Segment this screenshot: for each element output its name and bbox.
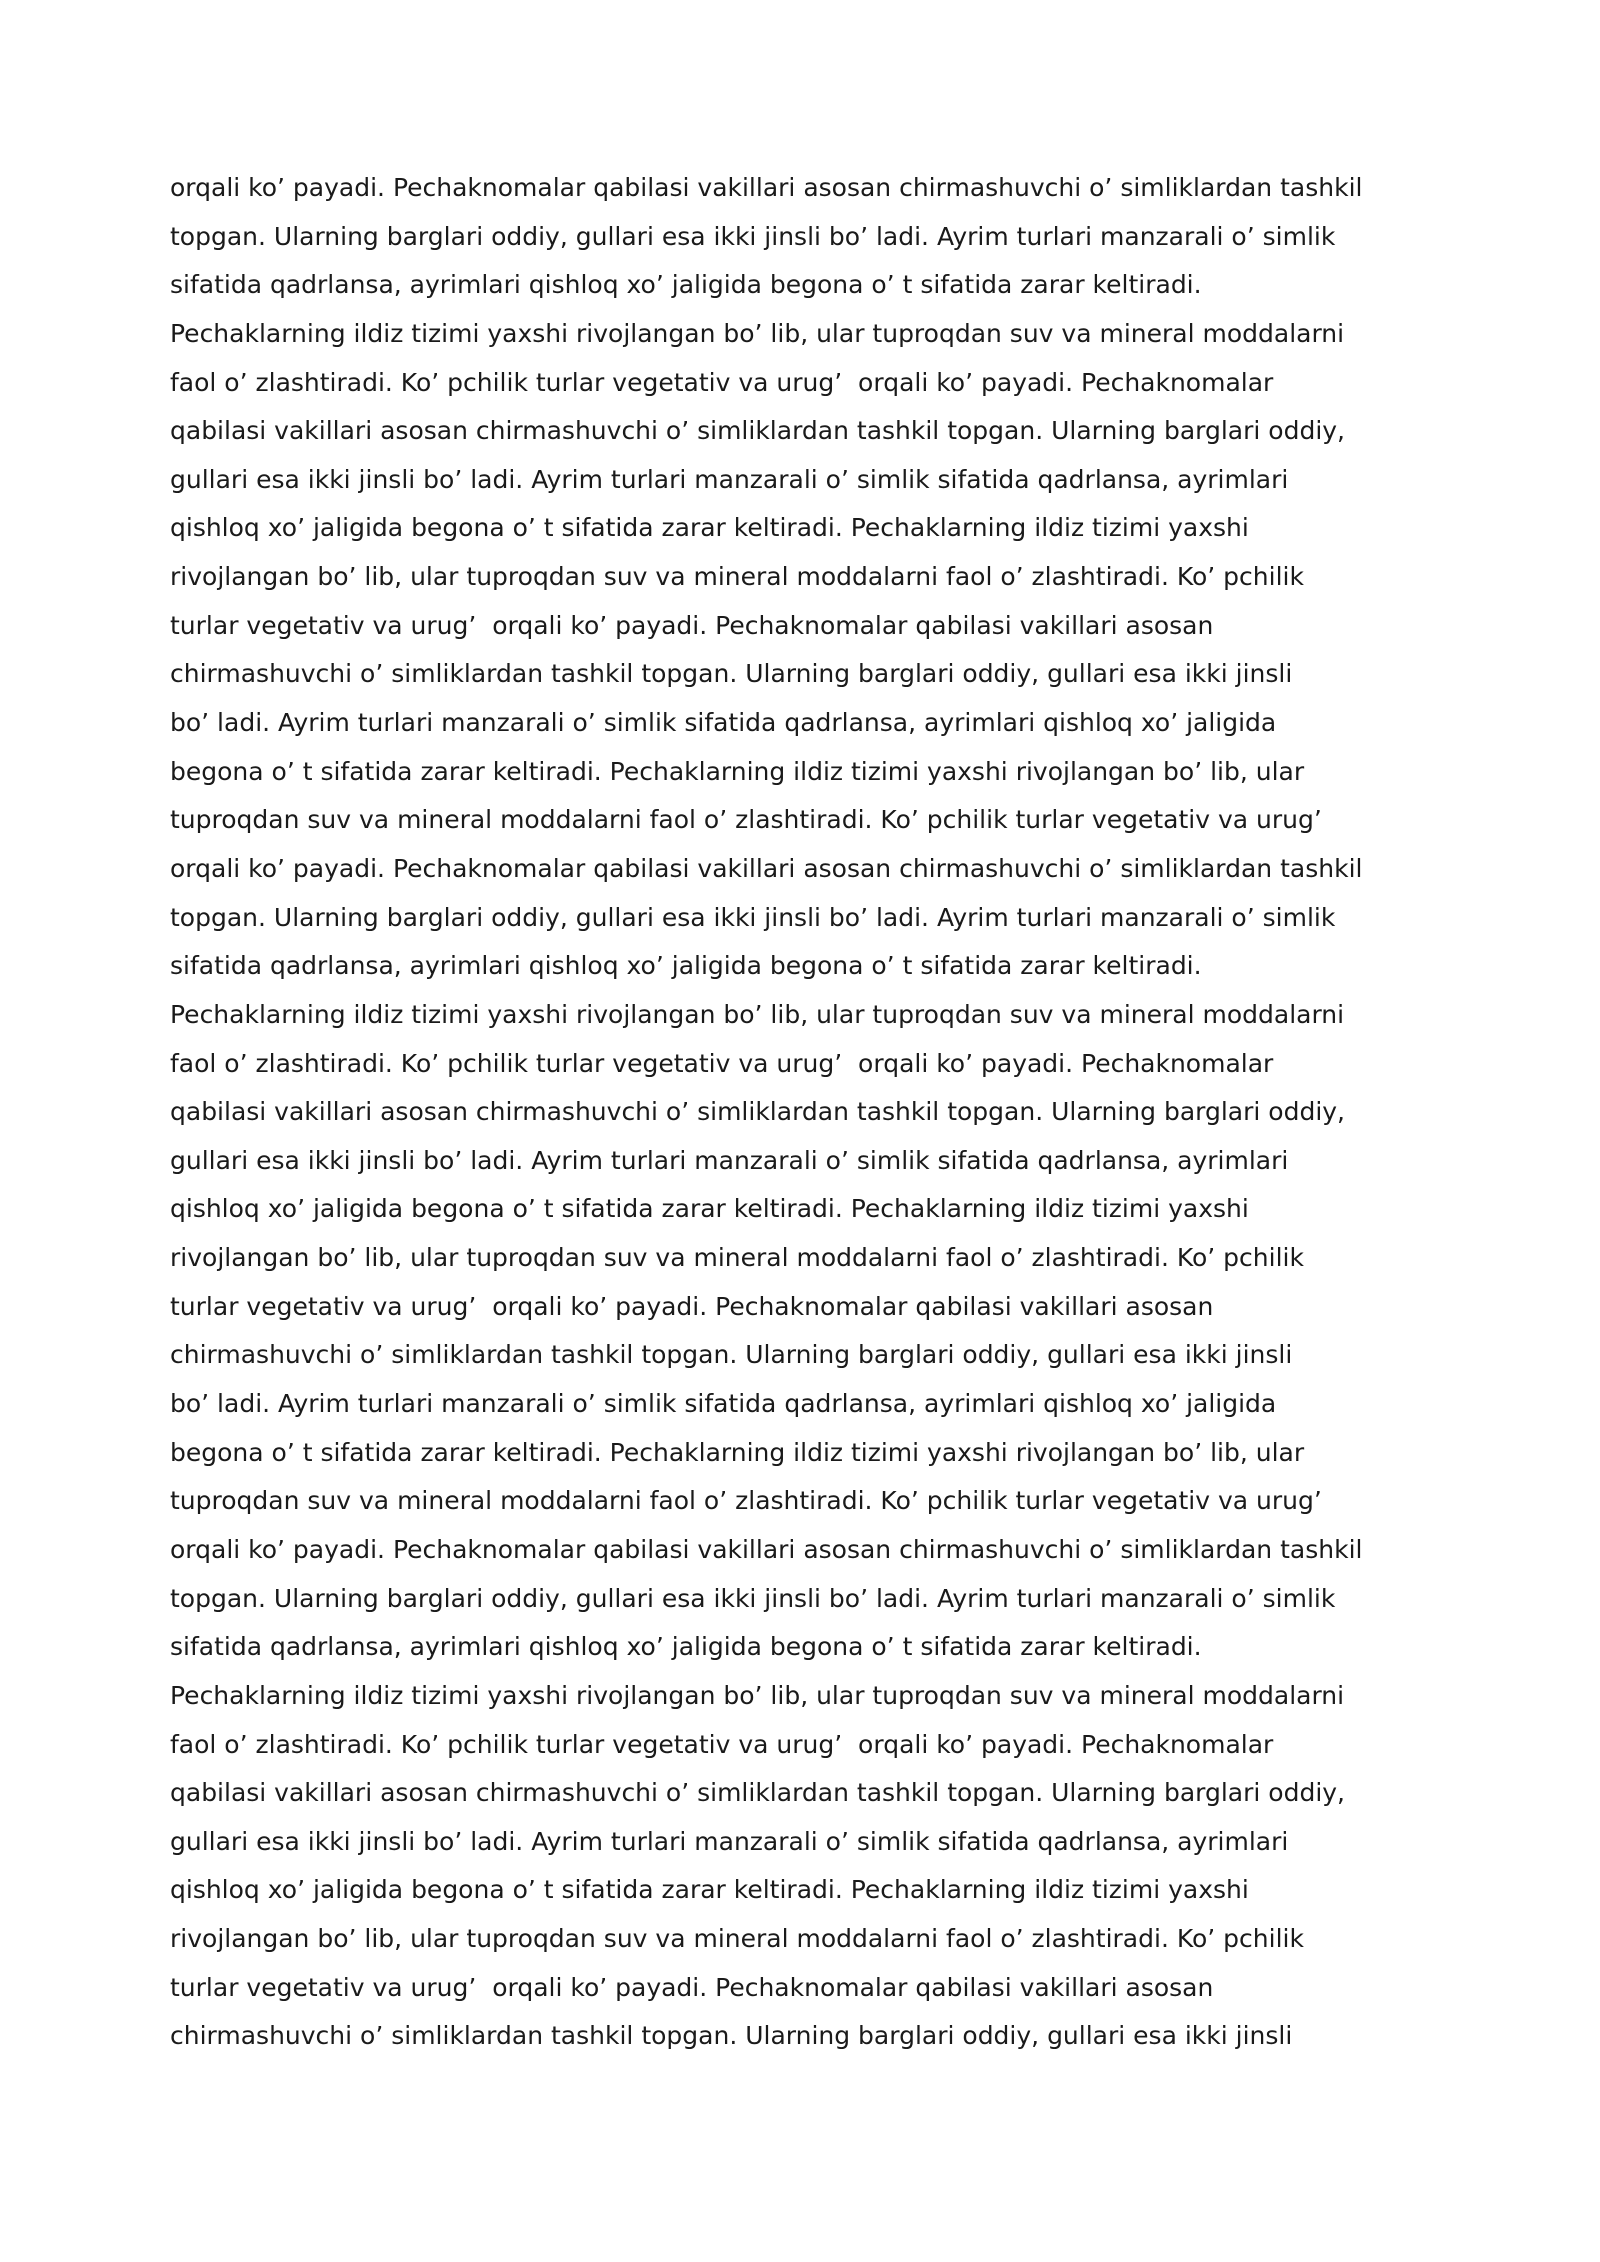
- text-line: qabilasi vakillari asosan chirmashuvchi o’ simliklardan tashkil topgan. Ularning barglari oddiy,: [170, 1097, 1345, 1127]
- text-line: bo’ ladi. Ayrim turlari manzarali o’ simlik sifatida qadrlansa, ayrimlari qishloq xo’ jaligida: [170, 708, 1277, 738]
- text-line: Pechaklarning ildiz tizimi yaxshi rivojlangan bo’ lib, ular tuproqdan suv va mineral moddalarni: [170, 318, 1345, 348]
- text-line: tuproqdan suv va mineral moddalarni faol o’ zlashtiradi. Ko’ pchilik turlar vegetativ va urug’: [170, 805, 1322, 835]
- text-line: faol o’ zlashtiradi. Ko’ pchilik turlar vegetativ va urug’ orqali ko’ payadi. Pechaknomalar: [170, 1729, 1274, 1759]
- text-line: qishloq xo’ jaligida begona o’ t sifatida zarar keltiradi. Pechaklarning ildiz tizimi yaxshi: [170, 1194, 1249, 1224]
- text-line: rivojlangan bo’ lib, ular tuproqdan suv va mineral moddalarni faol o’ zlashtiradi. Ko’ pchilik: [170, 1243, 1304, 1273]
- text-line: qishloq xo’ jaligida begona o’ t sifatida zarar keltiradi. Pechaklarning ildiz tizimi yaxshi: [170, 513, 1249, 543]
- text-line: orqali ko’ payadi. Pechaknomalar qabilasi vakillari asosan chirmashuvchi o’ simliklardan tashkil: [170, 173, 1363, 202]
- text-line: begona o’ t sifatida zarar keltiradi. Pechaklarning ildiz tizimi yaxshi rivojlangan bo’ lib, ular: [170, 1437, 1305, 1467]
- text-line: qabilasi vakillari asosan chirmashuvchi o’ simliklardan tashkil topgan. Ularning barglari oddiy,: [170, 416, 1345, 446]
- text-line: faol o’ zlashtiradi. Ko’ pchilik turlar vegetativ va urug’ orqali ko’ payadi. Pechaknomalar: [170, 1048, 1274, 1078]
- text-line: rivojlangan bo’ lib, ular tuproqdan suv va mineral moddalarni faol o’ zlashtiradi. Ko’ pchilik: [170, 562, 1304, 592]
- text-line: orqali ko’ payadi. Pechaknomalar qabilasi vakillari asosan chirmashuvchi o’ simliklardan tashkil: [170, 1534, 1363, 1564]
- text-line: topgan. Ularning barglari oddiy, gullari esa ikki jinsli bo’ ladi. Ayrim turlari manzarali o’ simlik: [170, 221, 1336, 251]
- text-line: Pechaklarning ildiz tizimi yaxshi rivojlangan bo’ lib, ular tuproqdan suv va mineral moddalarni: [170, 1680, 1345, 1710]
- text-line: sifatida qadrlansa, ayrimlari qishloq xo’ jaligida begona o’ t sifatida zarar keltiradi.: [170, 1632, 1202, 1662]
- text-line: orqali ko’ payadi. Pechaknomalar qabilasi vakillari asosan chirmashuvchi o’ simliklardan tashkil: [170, 853, 1363, 883]
- text-line: qabilasi vakillari asosan chirmashuvchi o’ simliklardan tashkil topgan. Ularning barglari oddiy,: [170, 1778, 1345, 1808]
- text-line: tuproqdan suv va mineral moddalarni faol o’ zlashtiradi. Ko’ pchilik turlar vegetativ va urug’: [170, 1486, 1322, 1516]
- text-line: Pechaklarning ildiz tizimi yaxshi rivojlangan bo’ lib, ular tuproqdan suv va mineral moddalarni: [170, 999, 1345, 1029]
- text-line: begona o’ t sifatida zarar keltiradi. Pechaklarning ildiz tizimi yaxshi rivojlangan bo’ lib, ular: [170, 756, 1305, 786]
- text-line: turlar vegetativ va urug’ orqali ko’ payadi. Pechaknomalar qabilasi vakillari asosan: [170, 1291, 1214, 1321]
- body-text: [170, 164, 1470, 2061]
- text-line: topgan. Ularning barglari oddiy, gullari esa ikki jinsli bo’ ladi. Ayrim turlari manzarali o’ simlik: [170, 902, 1336, 932]
- text-line: qishloq xo’ jaligida begona o’ t sifatida zarar keltiradi. Pechaklarning ildiz tizimi yaxshi: [170, 1875, 1249, 1905]
- text-line: turlar vegetativ va urug’ orqali ko’ payadi. Pechaknomalar qabilasi vakillari asosan: [170, 1972, 1214, 2002]
- text-line: gullari esa ikki jinsli bo’ ladi. Ayrim turlari manzarali o’ simlik sifatida qadrlansa, ayrimlari: [170, 1826, 1289, 1856]
- text-line: topgan. Ularning barglari oddiy, gullari esa ikki jinsli bo’ ladi. Ayrim turlari manzarali o’ simlik: [170, 1583, 1336, 1613]
- text-line: rivojlangan bo’ lib, ular tuproqdan suv va mineral moddalarni faol o’ zlashtiradi. Ko’ pchilik: [170, 1924, 1304, 1954]
- text-line: faol o’ zlashtiradi. Ko’ pchilik turlar vegetativ va urug’ orqali ko’ payadi. Pechaknomalar: [170, 367, 1274, 397]
- text-line: sifatida qadrlansa, ayrimlari qishloq xo’ jaligida begona o’ t sifatida zarar keltiradi.: [170, 951, 1202, 981]
- text-line: chirmashuvchi o’ simliklardan tashkil topgan. Ularning barglari oddiy, gullari esa ikki jinsli: [170, 2021, 1293, 2051]
- text-line: sifatida qadrlansa, ayrimlari qishloq xo’ jaligida begona o’ t sifatida zarar keltiradi.: [170, 270, 1202, 300]
- text-line: gullari esa ikki jinsli bo’ ladi. Ayrim turlari manzarali o’ simlik sifatida qadrlansa, ayrimlari: [170, 1145, 1289, 1175]
- text-line: bo’ ladi. Ayrim turlari manzarali o’ simlik sifatida qadrlansa, ayrimlari qishloq xo’ jaligida: [170, 1389, 1277, 1419]
- text-line: gullari esa ikki jinsli bo’ ladi. Ayrim turlari manzarali o’ simlik sifatida qadrlansa, ayrimlari: [170, 464, 1289, 494]
- text-line: chirmashuvchi o’ simliklardan tashkil topgan. Ularning barglari oddiy, gullari esa ikki jinsli: [170, 1340, 1293, 1370]
- text-line: turlar vegetativ va urug’ orqali ko’ payadi. Pechaknomalar qabilasi vakillari asosan: [170, 610, 1214, 640]
- text-line: chirmashuvchi o’ simliklardan tashkil topgan. Ularning barglari oddiy, gullari esa ikki jinsli: [170, 659, 1293, 689]
